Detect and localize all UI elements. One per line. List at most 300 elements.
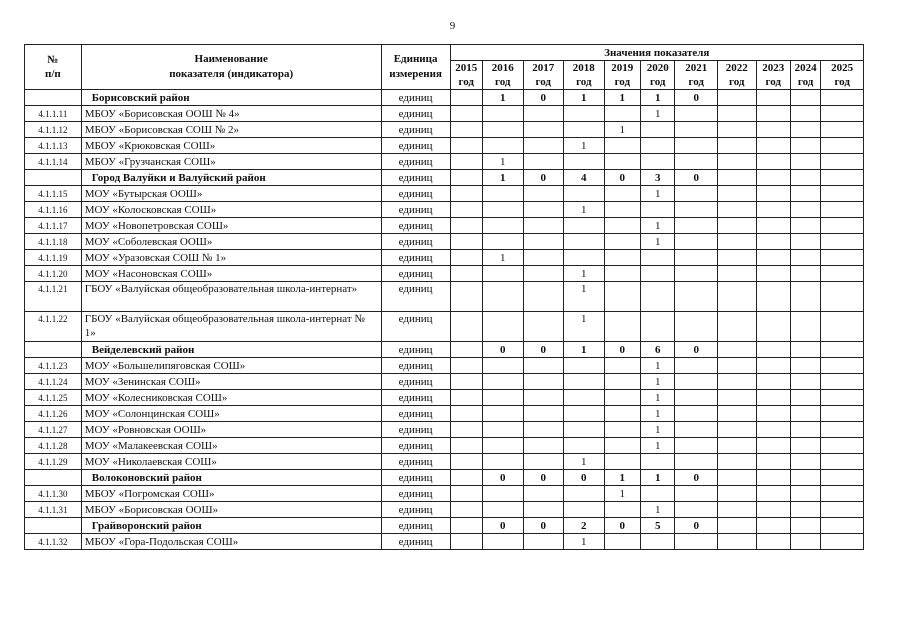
value-cell-2020: 1: [641, 218, 675, 234]
value-cell-2016: 1: [482, 154, 523, 170]
value-cell-2019: [604, 250, 640, 266]
value-cell-2017: 0: [523, 342, 564, 358]
header-year-value: 2016: [491, 62, 514, 74]
value-cell-2025: [821, 154, 864, 170]
value-cell-2023: [756, 154, 790, 170]
value-cell-2024: [790, 234, 820, 250]
value-cell-2025: [821, 342, 864, 358]
row-name: МОУ «Николаевская СОШ»: [81, 454, 381, 470]
value-cell-2023: [756, 534, 790, 550]
value-cell-2023: [756, 106, 790, 122]
value-cell-2020: 1: [641, 234, 675, 250]
value-cell-2025: [821, 390, 864, 406]
row-name: МОУ «Насоновская СОШ»: [81, 266, 381, 282]
value-cell-2021: 0: [675, 470, 718, 486]
value-cell-2021: [675, 122, 718, 138]
value-cell-2019: [604, 106, 640, 122]
row-number: 4.1.1.17: [25, 218, 82, 234]
value-cell-2017: 0: [523, 170, 564, 186]
value-cell-2020: [641, 266, 675, 282]
value-cell-2023: [756, 438, 790, 454]
value-cell-2020: 6: [641, 342, 675, 358]
value-cell-2019: 0: [604, 518, 640, 534]
value-cell-2020: 1: [641, 390, 675, 406]
value-cell-2024: [790, 358, 820, 374]
row-unit: единиц: [381, 534, 450, 550]
value-cell-2024: [790, 374, 820, 390]
value-cell-2021: [675, 154, 718, 170]
value-cell-2015: [450, 266, 482, 282]
value-cell-2021: [675, 486, 718, 502]
header-unit-line2: измерения: [389, 68, 442, 80]
value-cell-2023: [756, 170, 790, 186]
value-cell-2018: 1: [564, 90, 605, 106]
row-unit: единиц: [381, 438, 450, 454]
row-name: МОУ «Ровновская ООШ»: [81, 422, 381, 438]
row-unit: единиц: [381, 266, 450, 282]
value-cell-2015: [450, 234, 482, 250]
row-unit: единиц: [381, 390, 450, 406]
value-cell-2016: [482, 438, 523, 454]
value-cell-2021: [675, 438, 718, 454]
value-cell-2019: 0: [604, 170, 640, 186]
value-cell-2021: 0: [675, 90, 718, 106]
value-cell-2016: [482, 234, 523, 250]
value-cell-2025: [821, 170, 864, 186]
value-cell-2025: [821, 358, 864, 374]
value-cell-2019: 1: [604, 122, 640, 138]
header-year-value: 2021: [685, 62, 708, 74]
value-cell-2021: [675, 234, 718, 250]
row-name: МБОУ «Борисовская ООШ № 4»: [81, 106, 381, 122]
value-cell-2017: [523, 454, 564, 470]
value-cell-2025: [821, 470, 864, 486]
value-cell-2020: 1: [641, 502, 675, 518]
table-row: [25, 390, 864, 406]
value-cell-2021: [675, 312, 718, 342]
value-cell-2019: [604, 186, 640, 202]
value-cell-2022: [718, 106, 757, 122]
row-name: МБОУ «Погромская СОШ»: [81, 486, 381, 502]
value-cell-2024: [790, 486, 820, 502]
value-cell-2019: [604, 502, 640, 518]
row-number: 4.1.1.32: [25, 534, 82, 550]
value-cell-2017: [523, 312, 564, 342]
value-cell-2023: [756, 186, 790, 202]
value-cell-2019: [604, 312, 640, 342]
value-cell-2018: [564, 186, 605, 202]
header-name-line1: Наименование: [194, 53, 268, 65]
row-number: [25, 170, 82, 186]
value-cell-2015: [450, 122, 482, 138]
table-row: [25, 374, 864, 390]
row-number: 4.1.1.29: [25, 454, 82, 470]
header-year-value: 2017: [532, 62, 555, 74]
header-name-line2: показателя (индикатора): [169, 68, 294, 80]
value-cell-2025: [821, 282, 864, 312]
value-cell-2018: [564, 106, 605, 122]
row-number: 4.1.1.20: [25, 266, 82, 282]
value-cell-2019: 0: [604, 342, 640, 358]
value-cell-2017: [523, 282, 564, 312]
value-cell-2025: [821, 518, 864, 534]
value-cell-2018: [564, 438, 605, 454]
value-cell-2023: [756, 342, 790, 358]
header-year-2023: [756, 61, 790, 90]
row-number: 4.1.1.14: [25, 154, 82, 170]
district-row: [25, 470, 864, 486]
value-cell-2023: [756, 218, 790, 234]
row-unit: единиц: [381, 186, 450, 202]
value-cell-2021: [675, 266, 718, 282]
value-cell-2019: [604, 202, 640, 218]
row-number: 4.1.1.31: [25, 502, 82, 518]
value-cell-2016: [482, 534, 523, 550]
value-cell-2020: [641, 202, 675, 218]
value-cell-2018: [564, 422, 605, 438]
header-year-word: год: [797, 76, 814, 88]
row-name: МОУ «Бутырская ООШ»: [81, 186, 381, 202]
value-cell-2017: [523, 374, 564, 390]
value-cell-2018: 1: [564, 266, 605, 282]
value-cell-2020: 1: [641, 422, 675, 438]
value-cell-2016: [482, 138, 523, 154]
value-cell-2015: [450, 470, 482, 486]
value-cell-2016: [482, 358, 523, 374]
row-number: 4.1.1.26: [25, 406, 82, 422]
value-cell-2015: [450, 358, 482, 374]
row-unit: единиц: [381, 250, 450, 266]
table-row: [25, 250, 864, 266]
row-unit: единиц: [381, 234, 450, 250]
row-unit: единиц: [381, 122, 450, 138]
row-unit: единиц: [381, 486, 450, 502]
value-cell-2017: [523, 218, 564, 234]
row-number: [25, 518, 82, 534]
row-number: 4.1.1.23: [25, 358, 82, 374]
value-cell-2022: [718, 266, 757, 282]
header-year-value: 2023: [762, 62, 785, 74]
value-cell-2015: [450, 454, 482, 470]
row-number: 4.1.1.21: [25, 282, 82, 312]
value-cell-2023: [756, 454, 790, 470]
value-cell-2025: [821, 438, 864, 454]
header-year-value: 2024: [794, 62, 817, 74]
value-cell-2019: [604, 266, 640, 282]
value-cell-2023: [756, 422, 790, 438]
row-name: МОУ «Уразовская СОШ № 1»: [81, 250, 381, 266]
value-cell-2024: [790, 202, 820, 218]
row-name: МБОУ «Борисовская СОШ № 2»: [81, 122, 381, 138]
value-cell-2018: [564, 234, 605, 250]
table-row: [25, 202, 864, 218]
value-cell-2015: [450, 250, 482, 266]
table-row: [25, 534, 864, 550]
value-cell-2022: [718, 534, 757, 550]
value-cell-2023: [756, 486, 790, 502]
table-row: [25, 422, 864, 438]
table-row: [25, 234, 864, 250]
value-cell-2022: [718, 218, 757, 234]
value-cell-2020: 5: [641, 518, 675, 534]
header-year-word: год: [765, 76, 781, 88]
value-cell-2021: [675, 186, 718, 202]
value-cell-2019: [604, 534, 640, 550]
value-cell-2016: 1: [482, 170, 523, 186]
row-name: МБОУ «Борисовская ООШ»: [81, 502, 381, 518]
header-year-2022: [718, 61, 757, 90]
value-cell-2022: [718, 502, 757, 518]
value-cell-2020: 1: [641, 438, 675, 454]
value-cell-2018: [564, 154, 605, 170]
value-cell-2024: [790, 470, 820, 486]
row-name: ГБОУ «Валуйская общеобразовательная школа-интернат»: [81, 282, 381, 312]
header-year-word: год: [688, 76, 704, 88]
value-cell-2022: [718, 454, 757, 470]
value-cell-2021: 0: [675, 170, 718, 186]
value-cell-2018: 1: [564, 138, 605, 154]
value-cell-2017: [523, 390, 564, 406]
value-cell-2022: [718, 202, 757, 218]
value-cell-2022: [718, 282, 757, 312]
value-cell-2024: [790, 282, 820, 312]
value-cell-2020: [641, 122, 675, 138]
value-cell-2025: [821, 374, 864, 390]
value-cell-2024: [790, 170, 820, 186]
value-cell-2015: [450, 374, 482, 390]
value-cell-2019: [604, 374, 640, 390]
value-cell-2019: [604, 390, 640, 406]
row-unit: единиц: [381, 342, 450, 358]
value-cell-2016: [482, 106, 523, 122]
value-cell-2025: [821, 454, 864, 470]
row-number: 4.1.1.19: [25, 250, 82, 266]
header-year-word: год: [458, 76, 474, 88]
value-cell-2021: [675, 202, 718, 218]
value-cell-2021: [675, 138, 718, 154]
header-num: № п/п: [25, 45, 82, 90]
value-cell-2022: [718, 154, 757, 170]
value-cell-2016: [482, 374, 523, 390]
value-cell-2024: [790, 502, 820, 518]
value-cell-2022: [718, 390, 757, 406]
value-cell-2018: 1: [564, 342, 605, 358]
value-cell-2015: [450, 218, 482, 234]
value-cell-2024: [790, 438, 820, 454]
row-unit: единиц: [381, 138, 450, 154]
value-cell-2023: [756, 266, 790, 282]
value-cell-2019: [604, 282, 640, 312]
value-cell-2024: [790, 406, 820, 422]
value-cell-2017: [523, 234, 564, 250]
header-year-2017: [523, 61, 564, 90]
value-cell-2022: [718, 438, 757, 454]
value-cell-2020: [641, 312, 675, 342]
value-cell-2020: 3: [641, 170, 675, 186]
value-cell-2021: [675, 454, 718, 470]
value-cell-2024: [790, 266, 820, 282]
value-cell-2016: [482, 502, 523, 518]
value-cell-2017: [523, 122, 564, 138]
value-cell-2019: [604, 154, 640, 170]
value-cell-2020: 1: [641, 358, 675, 374]
value-cell-2022: [718, 122, 757, 138]
value-cell-2020: 1: [641, 106, 675, 122]
value-cell-2018: [564, 374, 605, 390]
row-name: Город Валуйки и Валуйский район: [81, 170, 381, 186]
table-row: [25, 218, 864, 234]
header-year-2020: [641, 61, 675, 90]
value-cell-2024: [790, 218, 820, 234]
row-name: Грайворонский район: [81, 518, 381, 534]
value-cell-2024: [790, 342, 820, 358]
row-number: 4.1.1.22: [25, 312, 82, 342]
value-cell-2019: [604, 234, 640, 250]
value-cell-2018: [564, 122, 605, 138]
value-cell-2017: [523, 154, 564, 170]
value-cell-2023: [756, 502, 790, 518]
header-year-2024: [790, 61, 820, 90]
value-cell-2019: 1: [604, 470, 640, 486]
value-cell-2021: 0: [675, 342, 718, 358]
value-cell-2015: [450, 186, 482, 202]
row-name: МОУ «Солонцинская СОШ»: [81, 406, 381, 422]
row-unit: единиц: [381, 90, 450, 106]
value-cell-2015: [450, 282, 482, 312]
row-number: 4.1.1.30: [25, 486, 82, 502]
district-row: [25, 342, 864, 358]
value-cell-2023: [756, 406, 790, 422]
value-cell-2015: [450, 534, 482, 550]
table-row: [25, 282, 864, 312]
value-cell-2016: [482, 202, 523, 218]
row-unit: единиц: [381, 518, 450, 534]
value-cell-2018: 1: [564, 312, 605, 342]
value-cell-2023: [756, 138, 790, 154]
value-cell-2023: [756, 470, 790, 486]
value-cell-2019: [604, 138, 640, 154]
value-cell-2022: [718, 486, 757, 502]
header-year-2015: [450, 61, 482, 90]
value-cell-2015: [450, 312, 482, 342]
value-cell-2022: [718, 186, 757, 202]
header-unit-line1: Единица: [393, 53, 438, 65]
value-cell-2020: 1: [641, 406, 675, 422]
value-cell-2024: [790, 518, 820, 534]
value-cell-2022: [718, 406, 757, 422]
row-unit: единиц: [381, 202, 450, 218]
value-cell-2021: [675, 106, 718, 122]
value-cell-2016: [482, 312, 523, 342]
row-name: МОУ «Малакеевская СОШ»: [81, 438, 381, 454]
value-cell-2025: [821, 90, 864, 106]
value-cell-2018: 4: [564, 170, 605, 186]
row-number: [25, 470, 82, 486]
header-name: [81, 45, 381, 90]
header-year-word: год: [576, 76, 592, 88]
value-cell-2020: 1: [641, 374, 675, 390]
value-cell-2016: [482, 186, 523, 202]
header-year-value: 2025: [831, 62, 854, 74]
value-cell-2015: [450, 138, 482, 154]
value-cell-2016: [482, 122, 523, 138]
value-cell-2023: [756, 250, 790, 266]
table-row: [25, 406, 864, 422]
district-row: [25, 170, 864, 186]
header-year-word: год: [535, 76, 551, 88]
row-number: 4.1.1.15: [25, 186, 82, 202]
value-cell-2017: [523, 138, 564, 154]
value-cell-2016: 0: [482, 518, 523, 534]
row-number: [25, 342, 82, 358]
value-cell-2025: [821, 486, 864, 502]
value-cell-2021: [675, 534, 718, 550]
value-cell-2024: [790, 312, 820, 342]
header-year-2025: [821, 61, 864, 90]
value-cell-2024: [790, 154, 820, 170]
row-name: МБОУ «Грузчанская СОШ»: [81, 154, 381, 170]
value-cell-2021: [675, 502, 718, 518]
table-body: [25, 90, 864, 550]
row-name: Вейделевский район: [81, 342, 381, 358]
value-cell-2019: [604, 218, 640, 234]
row-name: МОУ «Зенинская СОШ»: [81, 374, 381, 390]
value-cell-2015: [450, 422, 482, 438]
header-year-word: год: [495, 76, 511, 88]
row-number: 4.1.1.16: [25, 202, 82, 218]
value-cell-2021: [675, 282, 718, 312]
value-cell-2023: [756, 358, 790, 374]
value-cell-2021: [675, 218, 718, 234]
value-cell-2017: 0: [523, 470, 564, 486]
value-cell-2023: [756, 90, 790, 106]
row-name: МБОУ «Гора-Подольская СОШ»: [81, 534, 381, 550]
value-cell-2018: [564, 358, 605, 374]
header-year-value: 2020: [646, 62, 669, 74]
value-cell-2018: 1: [564, 282, 605, 312]
value-cell-2025: [821, 422, 864, 438]
value-cell-2016: [482, 406, 523, 422]
row-unit: единиц: [381, 374, 450, 390]
value-cell-2023: [756, 312, 790, 342]
value-cell-2021: [675, 406, 718, 422]
value-cell-2017: [523, 358, 564, 374]
value-cell-2017: [523, 186, 564, 202]
value-cell-2025: [821, 218, 864, 234]
value-cell-2022: [718, 90, 757, 106]
value-cell-2021: 0: [675, 518, 718, 534]
header-year-value: 2019: [611, 62, 634, 74]
value-cell-2023: [756, 122, 790, 138]
value-cell-2025: [821, 106, 864, 122]
value-cell-2018: [564, 486, 605, 502]
row-number: 4.1.1.24: [25, 374, 82, 390]
value-cell-2016: [482, 282, 523, 312]
value-cell-2017: [523, 250, 564, 266]
value-cell-2025: [821, 138, 864, 154]
value-cell-2015: [450, 406, 482, 422]
value-cell-2021: [675, 374, 718, 390]
value-cell-2024: [790, 106, 820, 122]
row-name: МОУ «Колосковская СОШ»: [81, 202, 381, 218]
header-unit: [381, 45, 450, 90]
table-row: [25, 122, 864, 138]
value-cell-2024: [790, 90, 820, 106]
header-year-word: год: [834, 76, 850, 88]
row-number: 4.1.1.18: [25, 234, 82, 250]
value-cell-2016: [482, 266, 523, 282]
row-name: МОУ «Колесниковская СОШ»: [81, 390, 381, 406]
